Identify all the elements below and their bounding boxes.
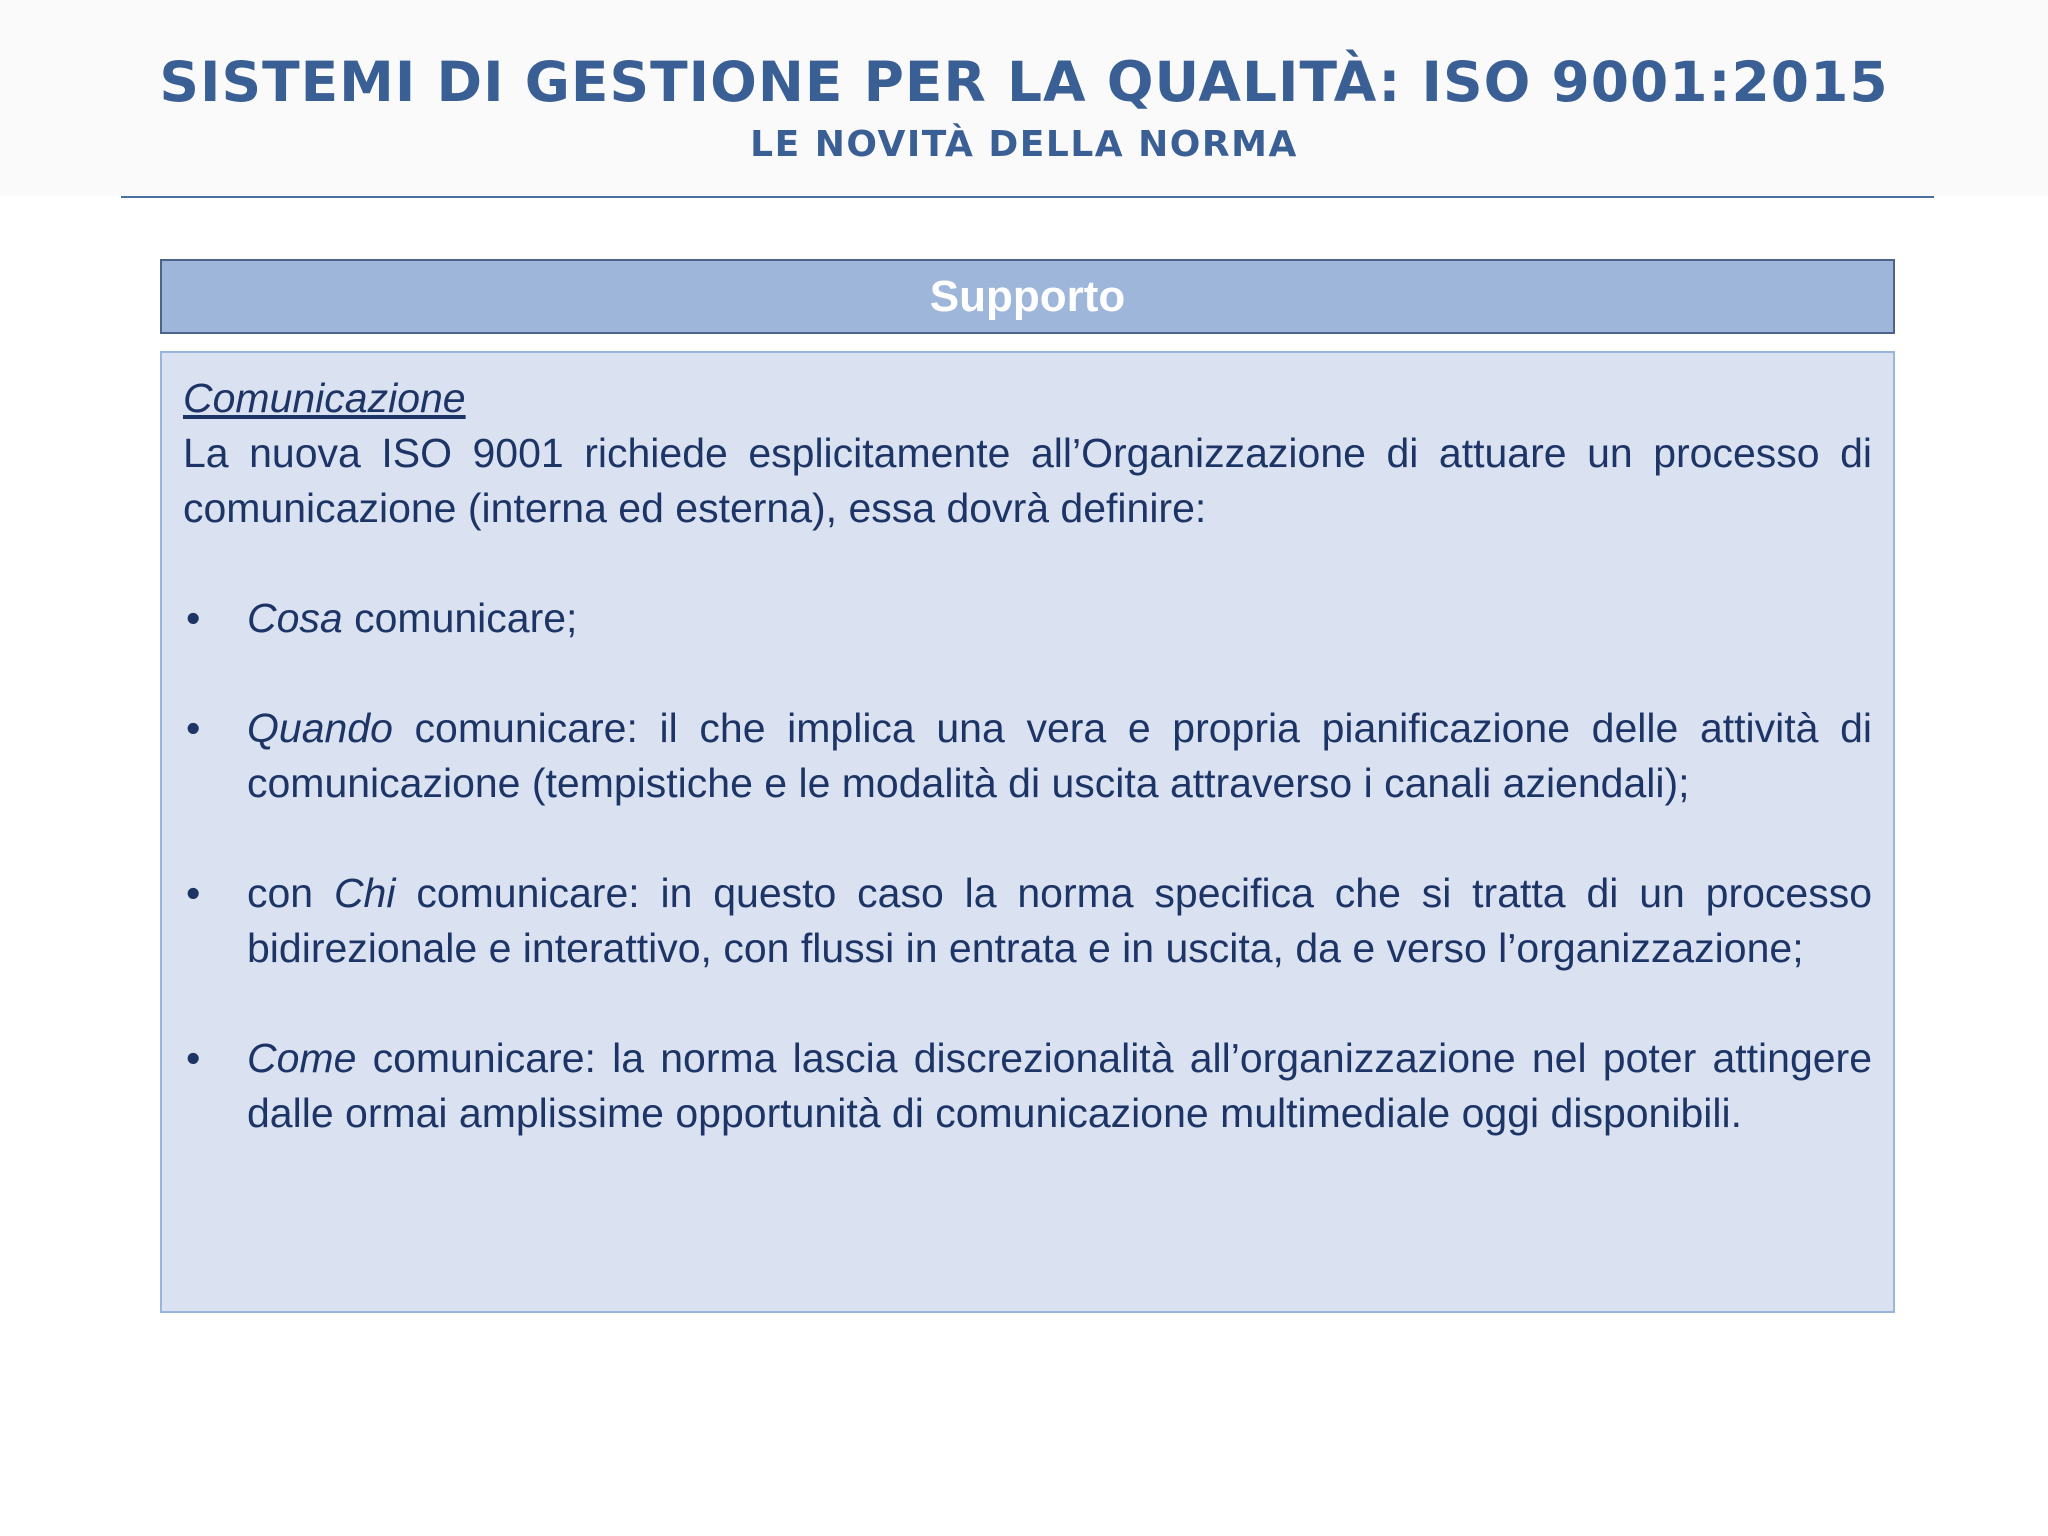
slide-subtitle: LE NOVITÀ DELLA NORMA	[750, 124, 1298, 165]
bullet-list	[183, 591, 1872, 1141]
bullet-text: comunicare: in questo caso la norma specifica che si tratta di un processo bidirezionale e interattivo, con flussi in entrata e in uscita, da e verso l’organizzazione;	[247, 870, 1872, 971]
section-title-bar: Supporto	[160, 259, 1895, 334]
bullet-text: comunicare: la norma lascia discrezionalità all’organizzazione nel poter attingere dalle ormai amplissime opportunità di comunicazione multimediale oggi disponibili.	[247, 1035, 1872, 1136]
header-divider	[121, 196, 1934, 198]
bullet-text: comunicare: il che implica una vera e propria pianificazione delle attività di comunicazione (tempistiche e le modalità di uscita attraverso i canali aziendali);	[247, 705, 1872, 806]
content-heading: Comunicazione	[183, 375, 466, 421]
bullet-item-cosa	[183, 591, 1872, 646]
bullet-dot-icon: •	[186, 705, 201, 751]
bullet-dot-icon: •	[186, 870, 201, 916]
bullet-item-come	[183, 1031, 1872, 1141]
content-box	[160, 351, 1895, 1313]
slide-title: SISTEMI DI GESTIONE PER LA QUALITÀ: ISO 9001:2015	[159, 50, 1889, 114]
content-intro: La nuova ISO 9001 richiede esplicitamente all’Organizzazione di attuare un processo di comunicazione (interna ed esterna), essa dovrà definire:	[183, 430, 1872, 531]
bullet-prefix: con	[247, 870, 334, 916]
bullet-emphasis: Come	[247, 1035, 357, 1081]
bullet-text: comunicare;	[342, 595, 578, 641]
bullet-dot-icon: •	[186, 595, 201, 641]
bullet-emphasis: Cosa	[247, 595, 343, 641]
slide-header	[0, 0, 2048, 196]
bullet-emphasis: Quando	[247, 705, 393, 751]
bullet-emphasis: Chi	[333, 870, 396, 916]
bullet-item-quando	[183, 701, 1872, 811]
bullet-item-chi	[183, 866, 1872, 976]
bullet-dot-icon: •	[186, 1035, 201, 1081]
